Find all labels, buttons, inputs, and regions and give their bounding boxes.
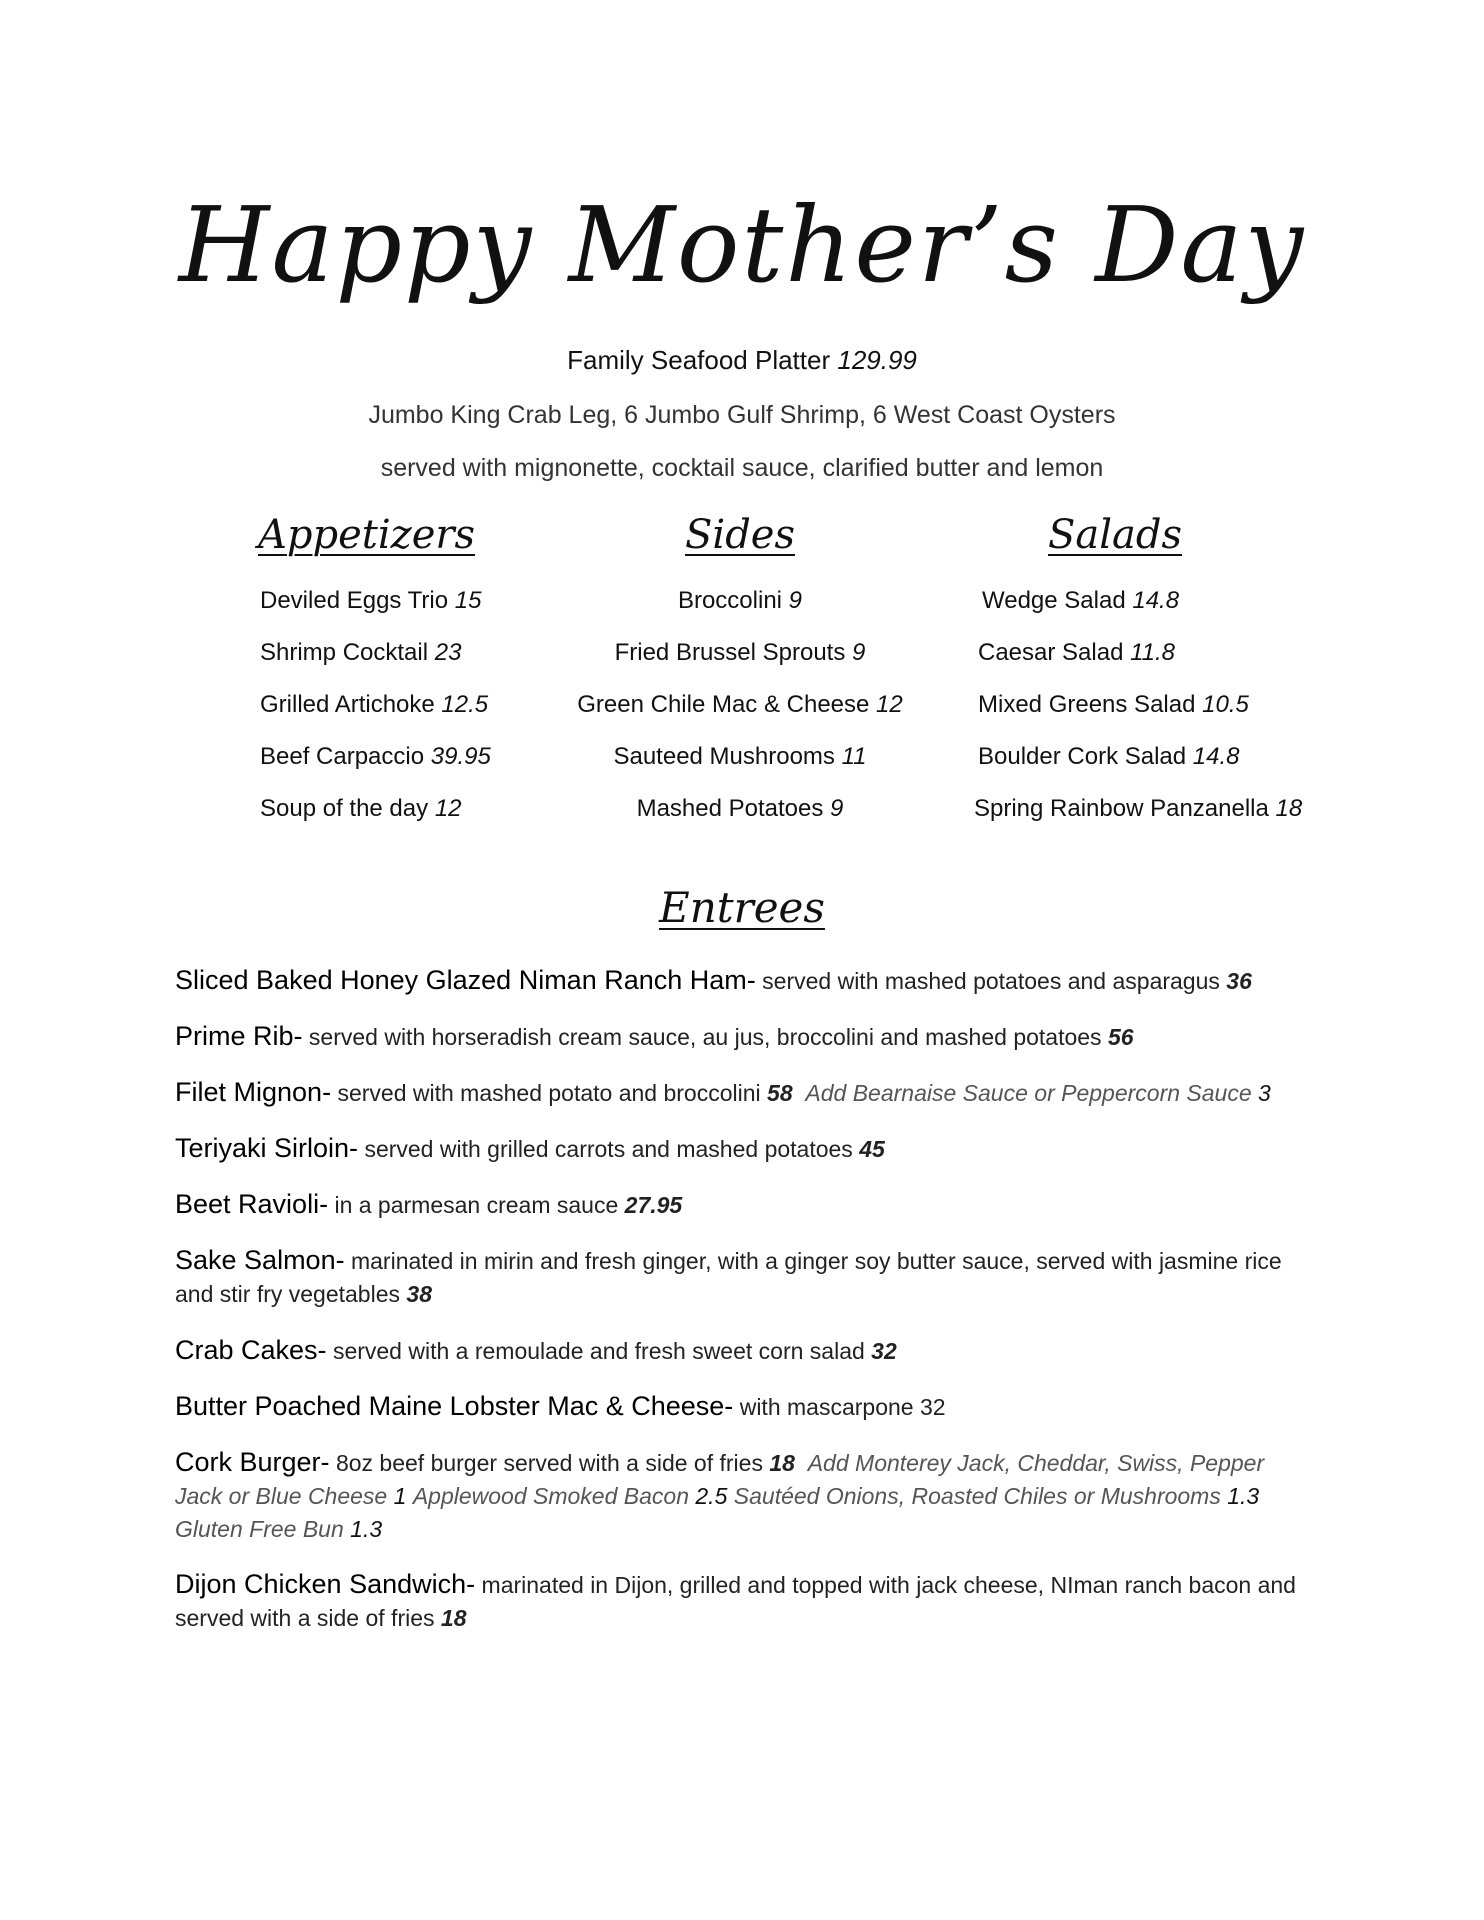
list-item: Mixed Greens Salad 10.5: [978, 691, 1249, 718]
platter-price: 129.99: [837, 345, 917, 375]
entree-item: Teriyaki Sirloin- served with grilled carrots and mashed potatoes 45: [175, 1133, 885, 1163]
sides-list: [560, 586, 920, 846]
entree-item: Butter Poached Maine Lobster Mac & Cheese- with mascarpone 32: [175, 1391, 946, 1421]
entree-item: Prime Rib- served with horseradish cream sauce, au jus, broccolini and mashed potatoes 56: [175, 1021, 1134, 1051]
entree-item: Dijon Chicken Sandwich- marinated in Dijon, grilled and topped with jack cheese, NIman ranch bacon and served with a side of fries 18: [175, 1569, 1296, 1631]
list-item: Grilled Artichoke 12.5: [260, 691, 489, 718]
salads-heading: Salads: [1048, 512, 1183, 558]
list-item: Green Chile Mac & Cheese 12: [577, 691, 903, 718]
platter-description-line-2: served with mignonette, cocktail sauce, clarified butter and lemon: [380, 454, 1104, 482]
entrees-heading: Entrees: [659, 883, 825, 932]
platter-heading: [0, 342, 1484, 378]
platter-name: Family Seafood Platter: [567, 345, 831, 375]
entree-item: Filet Mignon- served with mashed potato and broccolini 58 Add Bearnaise Sauce or Peppercorn Sauce 3: [175, 1077, 1271, 1107]
list-item: Shrimp Cocktail 23: [260, 639, 462, 666]
salads-list: [974, 586, 1303, 846]
page-title: Happy Mother’s Day: [178, 184, 1306, 306]
appetizers-heading: Appetizers: [258, 512, 476, 558]
list-item: Wedge Salad 14.8: [982, 587, 1180, 614]
list-item: Broccolini 9: [677, 587, 803, 614]
entree-item: Beet Ravioli- in a parmesan cream sauce 27.95: [175, 1189, 683, 1219]
appetizers-list: [260, 586, 491, 846]
list-item: Fried Brussel Sprouts 9: [614, 639, 866, 666]
list-item: Soup of the day 12: [260, 795, 462, 822]
entree-item: Sliced Baked Honey Glazed Niman Ranch Ham- served with mashed potatoes and asparagus 36: [175, 965, 1252, 995]
list-item: Caesar Salad 11.8: [978, 639, 1176, 666]
entree-item: Sake Salmon- marinated in mirin and fresh ginger, with a ginger soy butter sauce, served with jasmine rice and stir fry vegetables 38: [175, 1245, 1282, 1307]
list-item: Mashed Potatoes 9: [636, 795, 844, 822]
list-item: Deviled Eggs Trio 15: [260, 587, 482, 614]
entree-item: Crab Cakes- served with a remoulade and fresh sweet corn salad 32: [175, 1335, 897, 1365]
list-item: Spring Rainbow Panzanella 18: [974, 795, 1303, 822]
platter-description-line-1: Jumbo King Crab Leg, 6 Jumbo Gulf Shrimp, 6 West Coast Oysters: [368, 401, 1116, 429]
list-item: Boulder Cork Salad 14.8: [978, 743, 1240, 770]
sides-heading: Sides: [685, 512, 795, 558]
list-item: Beef Carpaccio 39.95: [260, 743, 491, 770]
list-item: Sauteed Mushrooms 11: [613, 743, 867, 770]
entree-item: Cork Burger- 8oz beef burger served with a side of fries 18 Add Monterey Jack, Cheddar, Swiss, Pepper Jack or Blue Cheese 1 Applewood Smoked Bacon 2.5 Sautéed Onions, Roasted Chiles or Mushrooms 1.3 Gluten Free Bun 1.3: [175, 1447, 1265, 1542]
